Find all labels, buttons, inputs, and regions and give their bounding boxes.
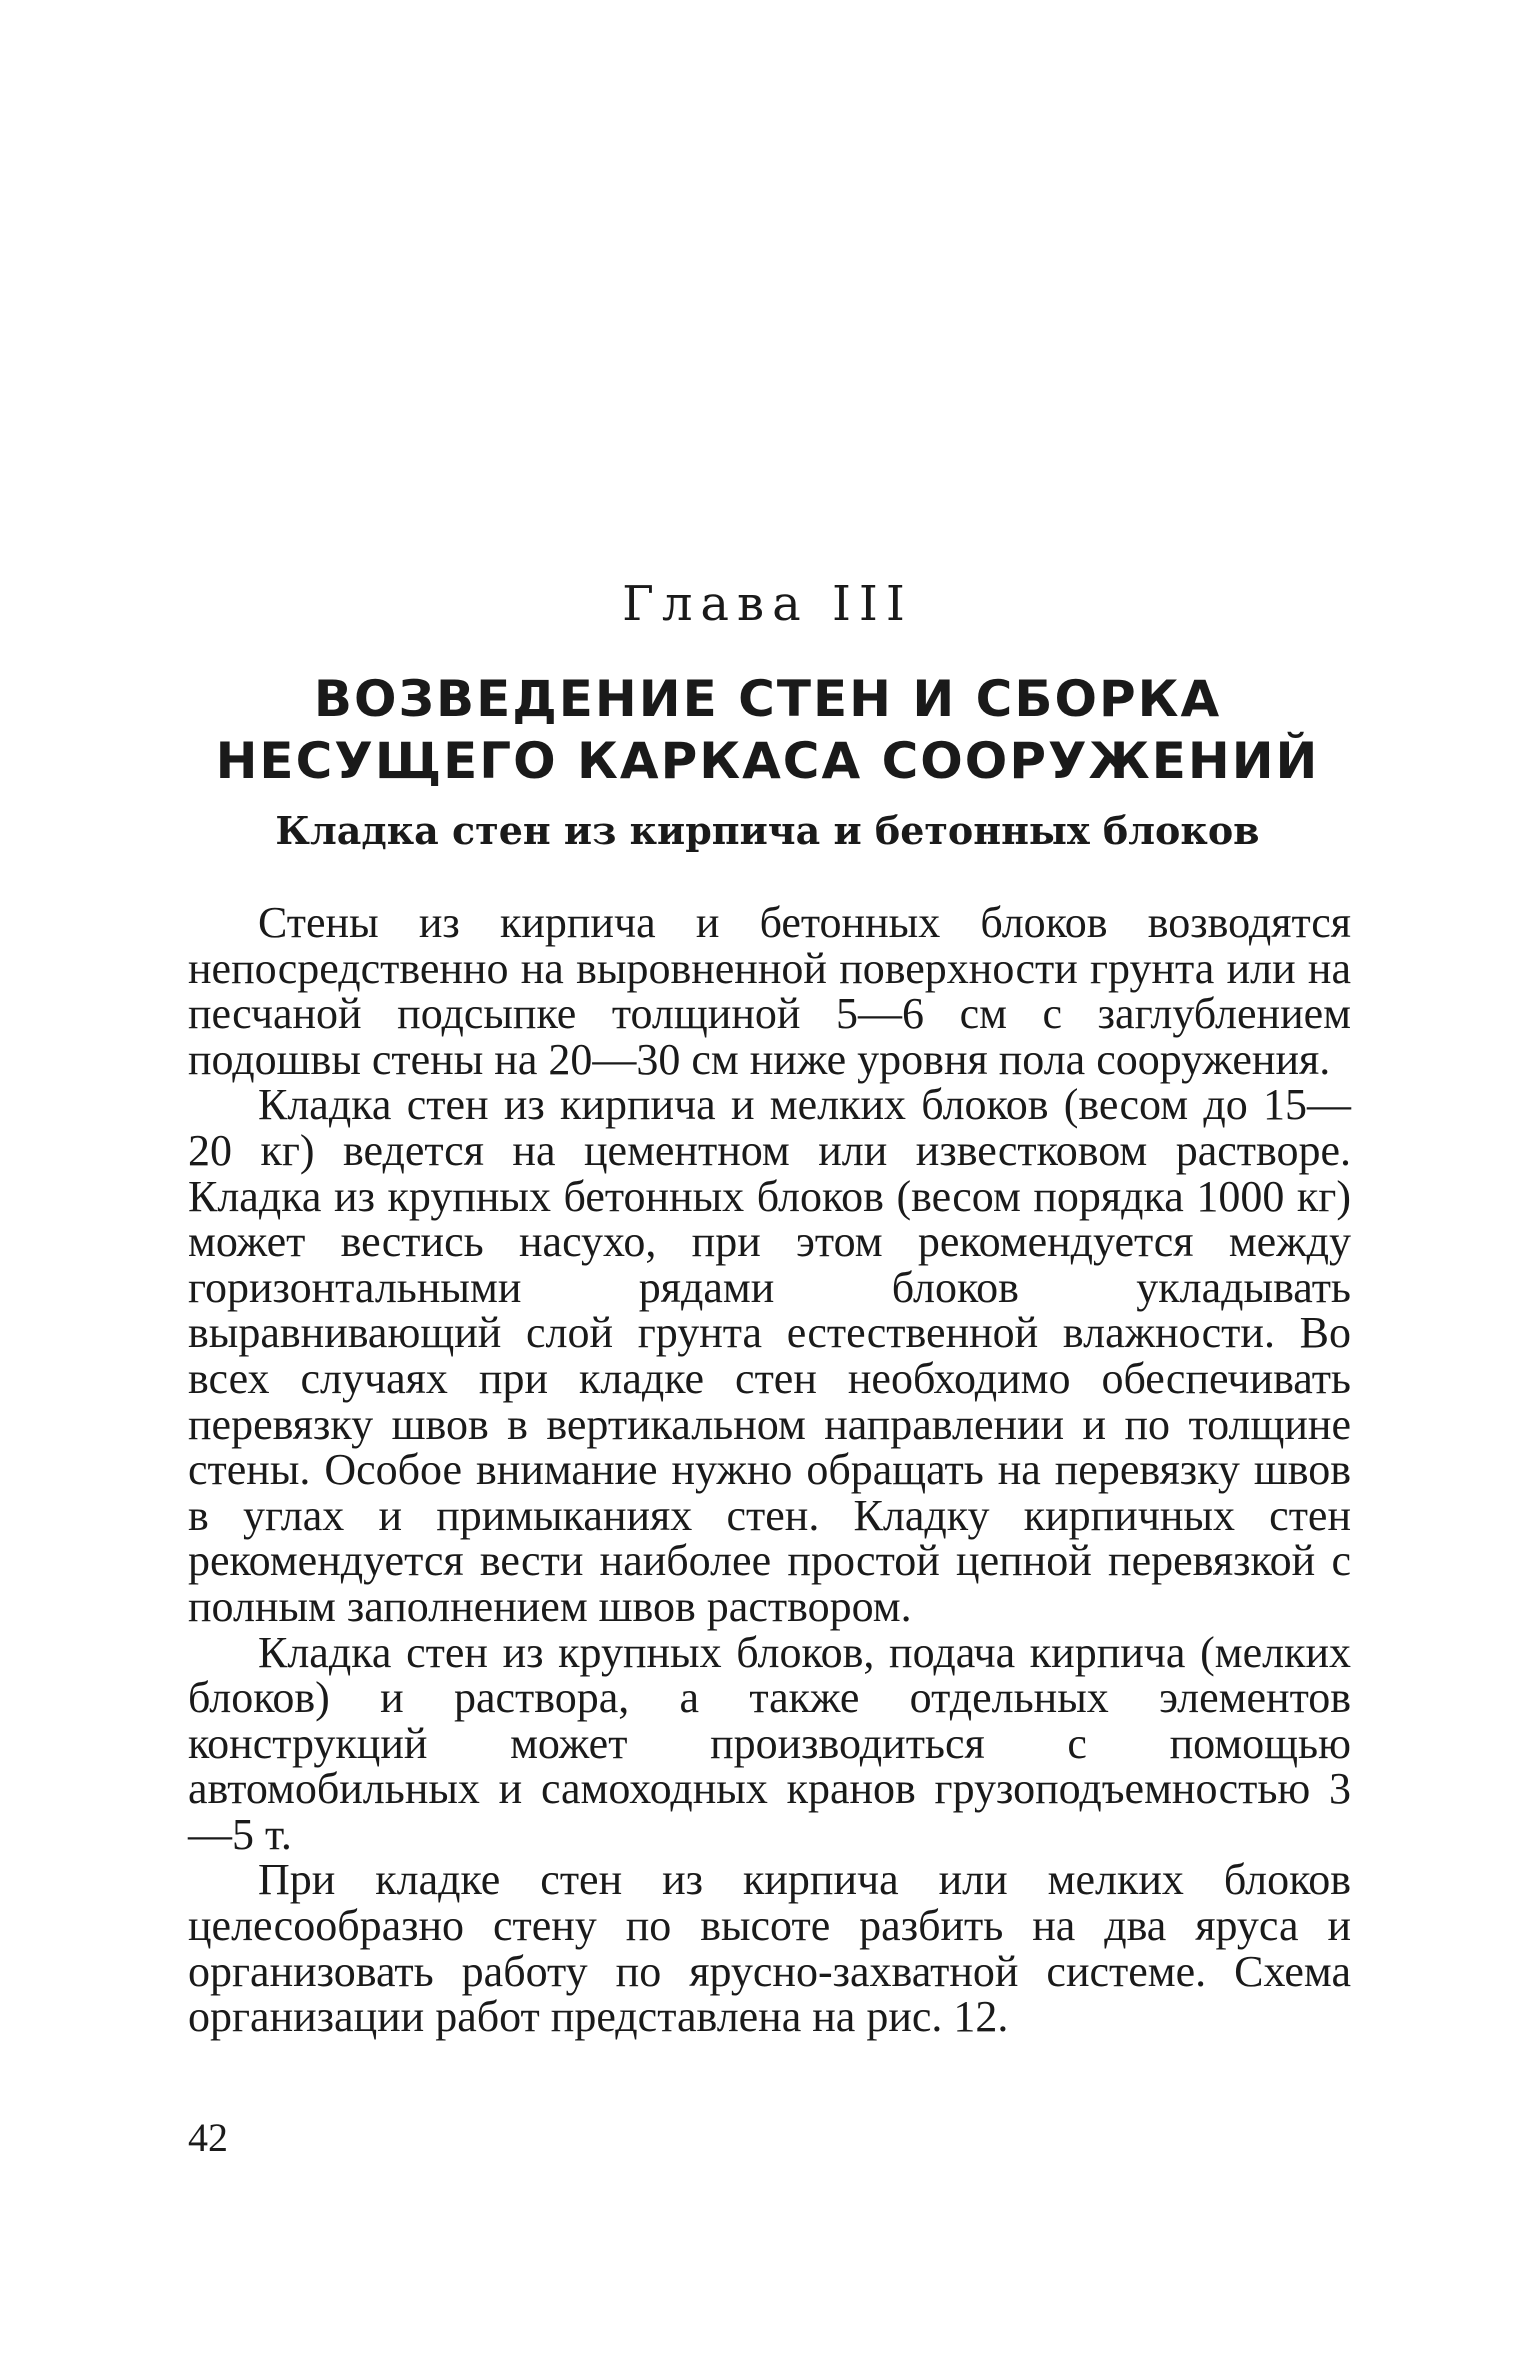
body-text [188, 900, 1351, 2040]
chapter-title-line-2: НЕСУЩЕГО КАРКАСА СООРУЖЕНИЙ [215, 732, 1320, 790]
section-title: Кладка стен из кирпича и бетонных блоков [275, 808, 1260, 853]
paragraph: При кладке стен из кирпича или мелких блоков целесообразно стену по высоте разбить на два яруса и организовать работу по ярусно-захватной системе. Схема организации работ представлена на рис. 12. [188, 1855, 1351, 2042]
page-number: 42 [188, 2115, 228, 2160]
paragraph: Стены из кирпича и бетонных блоков возводятся непосредственно на выровненной поверхности грунта или на песчаной подсыпке толщиной 5—6 см с заглублением подошвы стены на 20—30 см ниже уровня пола сооружения. [188, 898, 1351, 1084]
paragraph: Кладка стен из кирпича и мелких блоков (весом до 15—20 кг) ведется на цементном или известковом растворе. Кладка из крупных бетонных блоков (весом порядка 1000 кг) может вестись насухо, при этом рекомендуется между горизонтальными рядами блоков укладывать выравнивающий слой грунта естественной влажности. Во всех случаях при кладке стен необходимо обеспечивать перевязку швов в вертикальном направлении и по толщине стены. Особое внимание нужно обращать на перевязку швов в углах и примыканиях стен. Кладку кирпичных стен рекомендуется вести наиболее простой цепной перевязкой с полным заполнением швов раствором. [188, 1080, 1351, 1631]
chapter-label: Глава III [622, 576, 913, 632]
chapter-title-line-1: ВОЗВЕДЕНИЕ СТЕН И СБОРКА [313, 670, 1222, 728]
paragraph: Кладка стен из крупных блоков, подача кирпича (мелких блоков) и раствора, а также отдельных элементов конструкций может производиться с помощью автомобильных и самоходных кранов грузоподъемностью 3—5 т. [188, 1627, 1351, 1859]
chapter-title [0, 668, 1535, 792]
